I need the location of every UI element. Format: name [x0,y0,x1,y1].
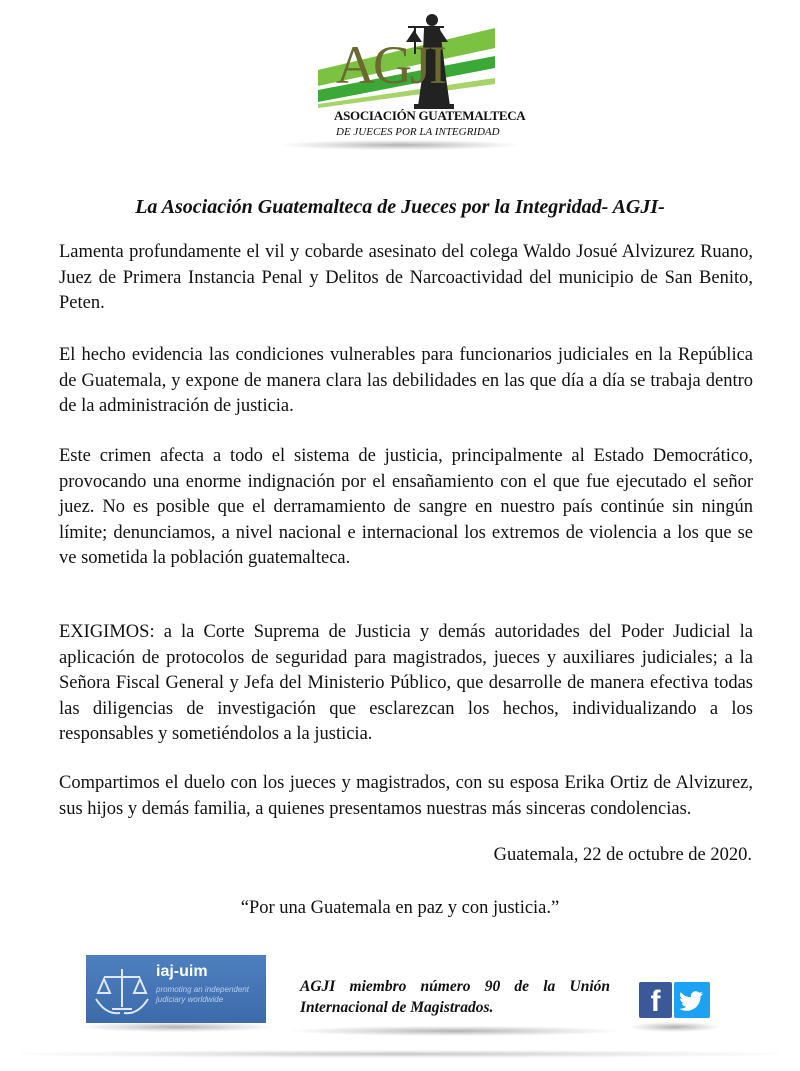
paragraph-2: El hecho evidencia las condiciones vulnerables para funcionarios judiciales en la República de Guatemala, y expone de manera clara las debilidades en las que día a día se trabaja dentro de la administración de justicia. [59,345,753,416]
facebook-icon[interactable]: f [639,982,672,1018]
social-shadow [630,1022,720,1032]
motto: “Por una Guatemala en paz y con justicia.” [240,898,560,918]
logo-line-2: DE JUECES POR LA INTEGRIDAD [336,126,500,138]
agji-logo [310,8,526,143]
iaj-uim-name: iaj-uim [156,963,208,980]
twitter-icon[interactable] [674,982,710,1018]
paragraph-5: Compartimos el duelo con los jueces y magistrados, con su esposa Erika Ortiz de Alvizurez, sus hijos y demás familia, a quienes presentamos nuestras más sinceras condolencias. [59,773,753,819]
membership-shadow [290,1026,620,1036]
logo-name: AGJI [336,35,445,95]
paragraph-4: EXIGIMOS: a la Corte Suprema de Justicia y demás autoridades del Poder Judicial la aplicación de protocolos de seguridad para magistrados, jueces y auxiliares judiciales; a la Señora Fiscal General y Jefa del Ministerio Público, que desarrolle de manera efectiva todas las diligencias de investigación que esclarezcan los hechos, individualizando a los responsables y sometiéndolos a la justicia. [59,622,753,744]
paragraph-3: Este crimen afecta a todo el sistema de justicia, principalmente al Estado Democrático, provocando una enorme indignación por el ensañamiento con el que fue ejecutado el señor juez. No es posible que el derramamiento de sangre en nuestro país continúe sin ningún límite; denunciamos, a nivel nacional e internacional los extremos de violencia a los que se ve sometida la población guatemalteca. [59,446,753,568]
iaj-shadow [80,1022,275,1032]
iaj-uim-banner [86,955,266,1023]
date-line: Guatemala, 22 de octubre de 2020. [493,845,752,865]
paragraph-1: Lamenta profundamente el vil y cobarde asesinato del colega Waldo Josué Alvizurez Ruano, Juez de Primera Instancia Penal y Delitos de Narcoactividad del municipio de San Benito, Peten. [59,242,753,313]
logo-shadow [280,140,520,150]
membership-note: AGJI miembro número 90 de la Unión Internacional de Magistrados. [300,978,610,1016]
logo-line-1: ASOCIACIÓN GUATEMALTECA [334,108,526,123]
page-title: La Asociación Guatemalteca de Jueces por la Integridad- AGJI- [135,196,665,218]
bottom-divider [20,1050,780,1058]
scales-of-justice-icon [92,959,152,1019]
iaj-uim-tagline: promoting an independent judiciary worldwide [156,985,249,1004]
